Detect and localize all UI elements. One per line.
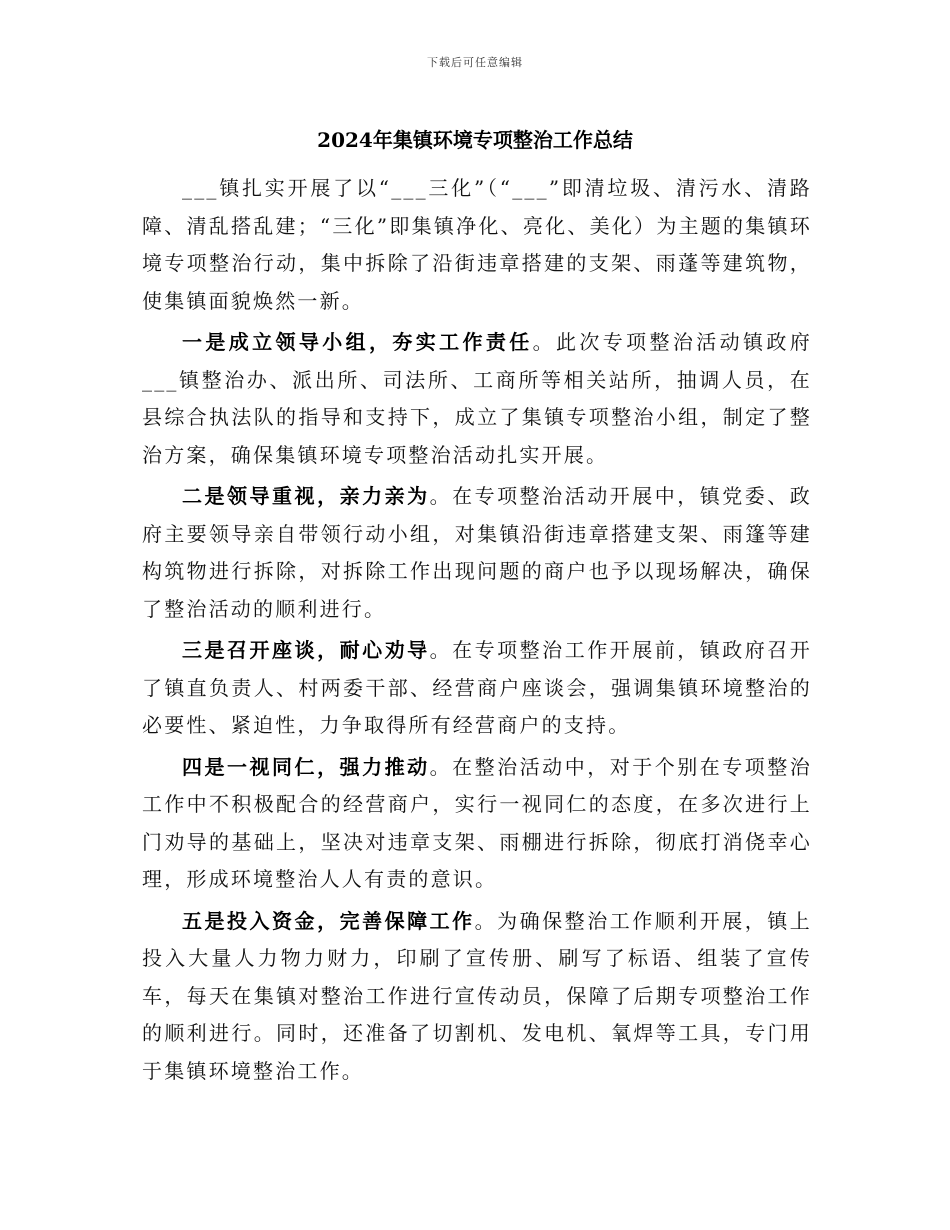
intro-paragraph: ___镇扎实开展了以“___三化”（“___”即清垃圾、清污水、清路障、清乱搭乱建；“三化”即集镇净化、亮化、美化）为主题的集镇环境专项整治行动，集中拆除了沿街违章搭建的支架、雨蓬等建筑物，使集镇面貌焕然一新。: [142, 176, 812, 313]
section-paragraph-4: [142, 749, 812, 899]
header-note: 下载后可任意编辑: [427, 56, 523, 69]
section-text-2: 。在专项整治活动开展中，镇党委、政府主要领导亲自带领行动小组，对集镇沿街违章搭建支架、雨篷等建构筑物进行拆除，对拆除工作出现问题的商户也予以现场解决，确保了整治活动的顺利进行。: [142, 484, 812, 621]
document-body: [142, 170, 812, 1094]
section-text-1: 。此次专项整治活动镇政府___镇整治办、派出所、司法所、工商所等相关站所，抽调人员，在县综合执法队的指导和支持下，成立了集镇专项整治小组，制定了整治方案，确保集镇环境专项整治活动扎实开展。: [142, 330, 812, 467]
section-lead-1: 一是成立领导小组，夯实工作责任: [182, 330, 533, 354]
document-title: 2024年集镇环境专项整治工作总结: [317, 128, 633, 152]
section-lead-3: 三是召开座谈，耐心劝导: [182, 638, 430, 662]
section-paragraph-5: [142, 903, 812, 1091]
section-paragraph-2: [142, 478, 812, 628]
section-text-5: 。为确保整治工作顺利开展，镇上投入大量人力物力财力，印刷了宣传册、刷写了标语、组装了宣传车，每天在集镇对整治工作进行宣传动员，保障了后期专项整治工作的顺利进行。同时，还准备了切割机、发电机、氧焊等工具，专门用于集镇环境整治工作。: [142, 908, 812, 1083]
section-lead-5: 五是投入资金，完善保障工作: [182, 908, 475, 933]
section-text-4: 。在整治活动中，对于个别在专项整治工作中不积极配合的经营商户，实行一视同仁的态度，在多次进行上门劝导的基础上，坚决对违章支架、雨棚进行拆除，彻底打消侥幸心理，形成环境整治人人有责的意识。: [142, 754, 812, 891]
section-paragraph-1: [142, 324, 812, 474]
section-text-3: 。在专项整治工作开展前，镇政府召开了镇直负责人、村两委干部、经营商户座谈会，强调集镇环境整治的必要性、紧迫性，力争取得所有经营商户的支持。: [142, 638, 812, 737]
section-lead-2: 二是领导重视，亲力亲为: [182, 484, 430, 508]
section-paragraph-3: [142, 632, 812, 745]
section-lead-4: 四是一视同仁，强力推动: [182, 754, 430, 779]
